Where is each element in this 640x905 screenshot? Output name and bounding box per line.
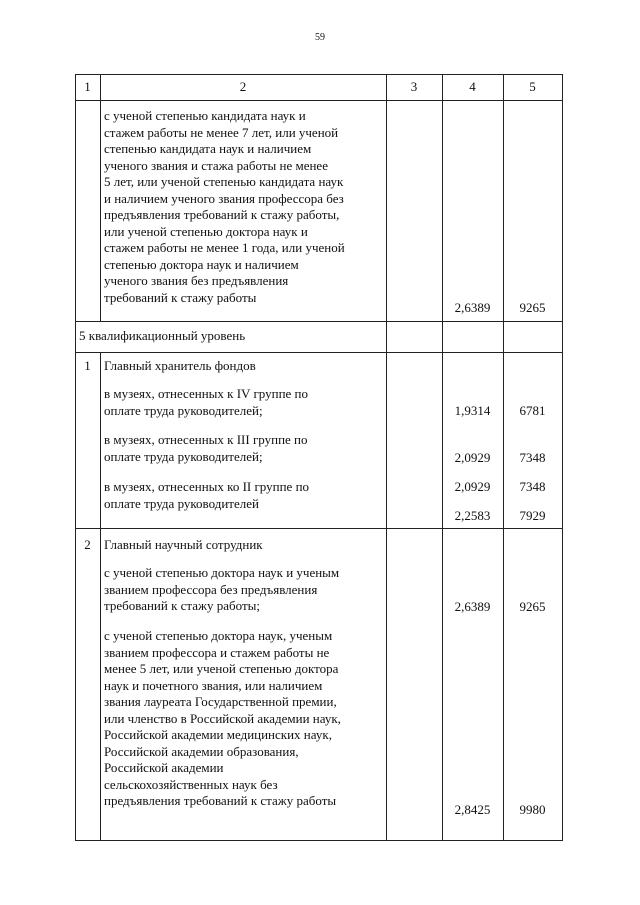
row-a-description: с ученой степенью кандидата наук и стажем работы не менее 7 лет, или ученой степенью кандидата наук и наличием ученого звания и стажа работы не менее 5 лет, или ученой степенью кандидата наук и наличием ученого звания профессора без предъявления требований к стажу работы, или ученой степенью доктора наук и стажем работы не менее 1 года, или ученой степенью доктора наук и наличием ученого звания без предъявления требований к стажу работы: [104, 108, 345, 305]
page-number: 59: [315, 32, 325, 43]
row-a-bottom-line: [75, 321, 563, 322]
group1-item-2: в музеях, отнесенных к III группе по оплате труда руководителей;: [104, 432, 308, 464]
col-divider-2: [386, 74, 387, 840]
group1-number: 1: [84, 358, 91, 373]
table-border-bottom: [75, 840, 563, 841]
table-border-top: [75, 74, 563, 75]
group1-item-2-salary: 7348: [519, 450, 546, 465]
group2-item-2: с ученой степенью доктора наук, ученым званием профессора и стажем работы не менее 5 лет, или ученой степенью доктора наук и почетного звания, или наличием звания лауреата Государственной премии, или членство в Российской академии наук, Российской академии медицинских наук, Российской академии образования, Российской академии сельскохозяйственных наук без предъявления требований к стажу работы: [104, 628, 341, 808]
group1-item-3-coefficient: 2,0929: [454, 479, 491, 494]
header-col-1: 1: [84, 79, 91, 94]
group2-number: 2: [84, 537, 91, 552]
group1-extra-coefficient: 2,2583: [454, 508, 491, 523]
group1-item-3: в музеях, отнесенных ко II группе по оплате труда руководителей: [104, 479, 310, 511]
col-divider-1b: [100, 352, 101, 840]
group2-item-1-coefficient: 2,6389: [454, 599, 491, 614]
header-col-4: 4: [469, 79, 476, 94]
row-a-coefficient: 2,6389: [454, 300, 491, 315]
group2-title: Главный научный сотрудник: [104, 537, 263, 552]
group1-item-3-salary: 7348: [519, 479, 546, 494]
group1-item-2-coefficient: 2,0929: [454, 450, 491, 465]
group2-item-1-salary: 9265: [519, 599, 546, 614]
group1-title: Главный хранитель фондов: [104, 358, 256, 373]
group1-extra-salary: 7929: [519, 508, 546, 523]
group2-item-1: с ученой степенью доктора наук и ученым званием профессора без предъявления требований к стажу работы;: [104, 565, 340, 613]
group2-item-2-salary: 9980: [519, 802, 546, 817]
group1-item-1-coefficient: 1,9314: [454, 403, 491, 418]
header-col-3: 3: [410, 79, 418, 94]
header-col-2: 2: [239, 79, 247, 94]
table-border-left: [75, 74, 76, 840]
col-divider-1: [100, 74, 101, 321]
table-border-right: [562, 74, 563, 840]
qualification-level-title: 5 квалификационный уровень: [79, 328, 246, 343]
group1-item-1-salary: 6781: [519, 403, 546, 418]
header-col-5: 5: [529, 79, 536, 94]
group1-bottom-line: [75, 528, 563, 529]
header-bottom-line: [75, 100, 563, 101]
group1-item-1: в музеях, отнесенных к IV группе по оплате труда руководителей;: [104, 386, 309, 418]
group2-item-2-coefficient: 2,8425: [454, 802, 491, 817]
level-row-bottom-line: [75, 352, 563, 353]
row-a-salary: 9265: [519, 300, 546, 315]
